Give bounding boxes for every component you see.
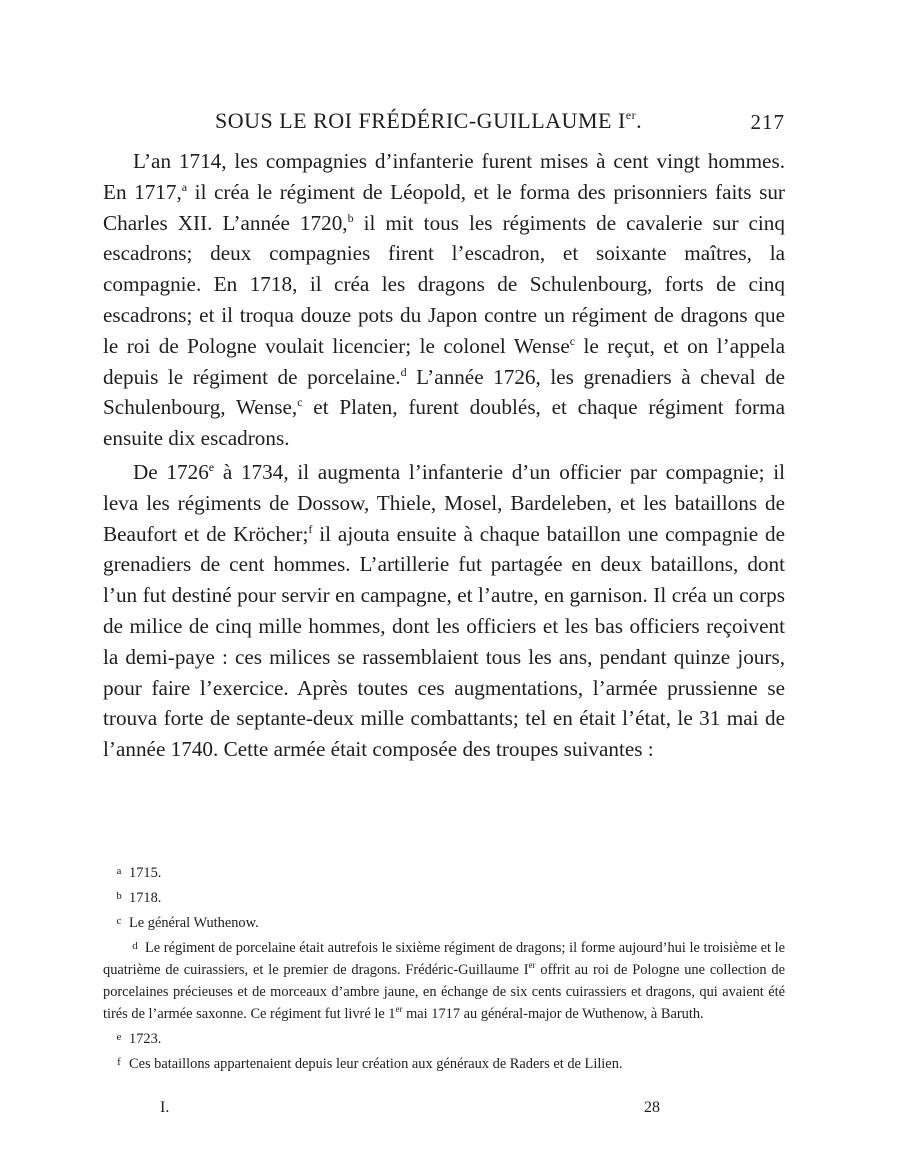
body-text xyxy=(103,146,785,765)
running-title-superscript: er xyxy=(625,108,637,122)
body-paragraph xyxy=(103,146,785,454)
running-head xyxy=(100,108,785,140)
footnote xyxy=(103,860,785,884)
text-run: mai 1717 au général-major de Wuthenow, à Baruth. xyxy=(402,1006,704,1022)
footnotes xyxy=(103,860,785,1076)
note-reference: er xyxy=(528,960,536,970)
running-title xyxy=(215,108,642,134)
note-reference: c xyxy=(569,333,576,348)
running-title-period: . xyxy=(636,108,643,133)
text-run: il créa le régiment de Léopold, et le forma des prisonniers faits sur Charles XII. L’année 1720, xyxy=(103,179,785,235)
text-run: Ces bataillons appartenaient depuis leur création aux généraux de Raders et de Lilien. xyxy=(129,1056,623,1072)
text-run: L’an 1714, les compagnies d’infanterie furent mises à cent vingt hommes. En 1717, xyxy=(103,149,785,204)
note-reference: a xyxy=(181,179,188,194)
text-run: L’année 1726, les grenadiers à cheval de Schulenbourg, Wense, xyxy=(103,364,785,420)
text-run: De 1726 xyxy=(133,459,209,484)
footnote xyxy=(103,935,785,1025)
note-reference: e xyxy=(208,459,215,474)
text-run: 1723. xyxy=(129,1031,162,1047)
running-title-text: SOUS LE ROI FRÉDÉRIC-GUILLAUME I xyxy=(215,108,626,133)
note-reference: d xyxy=(400,364,407,379)
text-run: et Platen, furent doublés, et chaque régiment forma ensuite dix escadrons. xyxy=(103,395,785,451)
sheet-number: 28 xyxy=(644,1099,660,1116)
volume-mark: I. xyxy=(160,1099,170,1116)
footnote xyxy=(103,1026,785,1050)
footnote-mark: f xyxy=(117,1056,121,1068)
text-run: à 1734, il augmenta l’infanterie d’un officier par compagnie; il leva les régiments de Dossow, Thiele, Mosel, Bardeleben, et les bataillons de Beaufort et de Kröcher; xyxy=(103,459,785,546)
footnote xyxy=(103,910,785,934)
text-run: il ajouta ensuite à chaque bataillon une compagnie de grenadiers de cent hommes. L’artillerie fut partagée en deux bataillons, dont l’un fut destiné pour servir en campagne, et l’autre, en garnison. Il créa un corps de milice de cinq mille hommes, dont les officiers et les bas officiers reçoivent la demi-paye : ces milices se rassemblaient tous les ans, pendant quinze jours, pour faire l’exercice. Après toutes ces augmentations, l’armée prussienne se trouva forte de septante-deux mille combattants; tel en était l’état, le 31 mai de l’année 1740. Cette armée était composée des troupes suivantes : xyxy=(103,521,785,762)
note-reference: c xyxy=(297,395,303,410)
text-run: le reçut, et on l’appela depuis le régiment de porcelaine. xyxy=(103,333,785,389)
footnote-mark: b xyxy=(116,890,122,902)
note-reference: f xyxy=(308,521,313,536)
note-reference: er xyxy=(395,1004,403,1014)
body-paragraph xyxy=(103,457,785,765)
note-reference: b xyxy=(347,210,354,225)
text-run: 1715. xyxy=(129,865,162,881)
text-run: Le régiment de porcelaine était autrefois le sixième régiment de dragons; il forme aujourd’hui le troisième et le quatrième de cuirassiers, et le premier de dragons. Frédéric-Guillaume I xyxy=(103,940,785,978)
text-run: 1718. xyxy=(129,890,162,906)
text-run: il mit tous les régiments de cavalerie sur cinq escadrons; deux compagnies firent l’escadron, et soixante maîtres, la compagnie. En 1718, il créa les dragons de Schulenbourg, forts de cinq escadrons; et il troqua douze pots du Japon contre un régiment de dragons que le roi de Pologne voulait licencier; le colonel Wense xyxy=(103,210,785,358)
footnote xyxy=(103,1051,785,1075)
text-run: Le général Wuthenow. xyxy=(129,915,259,931)
footnote-mark: e xyxy=(116,1031,122,1043)
text-run: offrit au roi de Pologne une collection de porcelaines précieuses et de morceaux d’ambre jaune, en échange de six cents cuirassiers et dragons, qui avaient été tirés de l’armée saxonne. Ce régiment fut livré le 1 xyxy=(103,962,785,1022)
footnote xyxy=(103,885,785,909)
page-number: 217 xyxy=(750,110,785,134)
footnote-mark: a xyxy=(116,865,122,877)
footnote-mark: d xyxy=(132,940,138,952)
footnote-mark: c xyxy=(116,915,122,927)
